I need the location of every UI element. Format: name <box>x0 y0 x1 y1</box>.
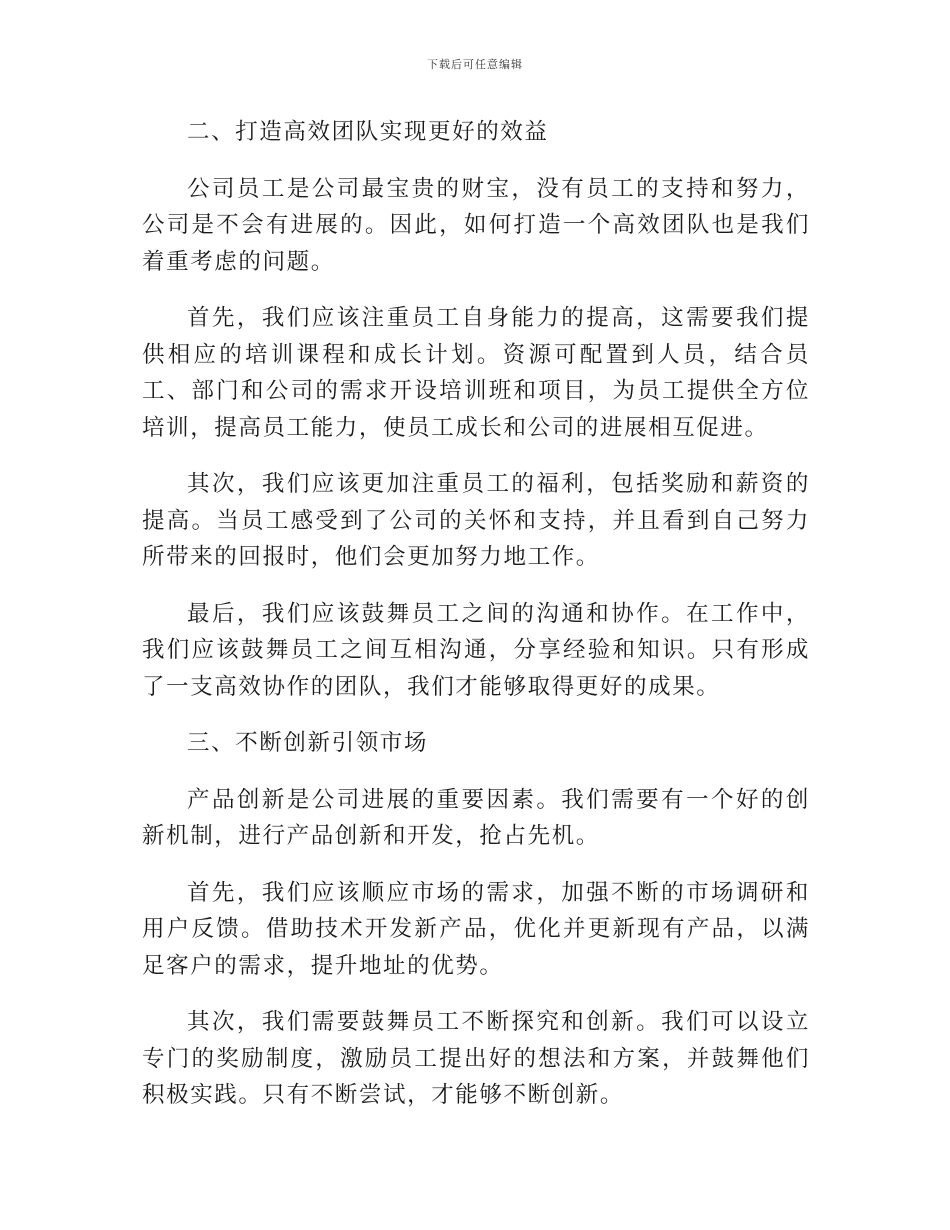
paragraph: 公司员工是公司最宝贵的财宝，没有员工的支持和努力，公司是不会有进展的。因此，如何打造一个高效团队也是我们着重考虑的问题。 <box>142 175 810 275</box>
paragraph: 产品创新是公司进展的重要因素。我们需要有一个好的创新机制，进行产品创新和开发，抢占先机。 <box>142 786 810 849</box>
paragraph: 其次，我们应该更加注重员工的福利，包括奖励和薪资的提高。当员工感受到了公司的关怀和支持，并且看到自己努力所带来的回报时，他们会更加努力地工作。 <box>142 471 810 570</box>
page-header: 下载后可任意编辑 <box>427 58 523 71</box>
section-heading-2: 二、打造高效团队实现更好的效益 <box>187 119 549 145</box>
paragraph: 首先，我们应该顺应市场的需求，加强不断的市场调研和用户反馈。借助技术开发新产品，优化并更新现有产品，以满足客户的需求，提升地址的优势。 <box>142 879 810 979</box>
paragraph: 其次，我们需要鼓舞员工不断探究和创新。我们可以设立专门的奖励制度，激励员工提出好的想法和方案，并鼓舞他们积极实践。只有不断尝试，才能够不断创新。 <box>142 1009 810 1108</box>
section-heading-3: 三、不断创新引领市场 <box>187 730 429 756</box>
paragraph: 首先，我们应该注重员工自身能力的提高，这需要我们提供相应的培训课程和成长计划。资源可配置到人员，结合员工、部门和公司的需求开设培训班和项目，为员工提供全方位培训，提高员工能力，使员工成长和公司的进展相互促进。 <box>142 305 810 441</box>
paragraph: 最后，我们应该鼓舞员工之间的沟通和协作。在工作中，我们应该鼓舞员工之间互相沟通，分享经验和知识。只有形成了一支高效协作的团队，我们才能够取得更好的成果。 <box>142 600 810 700</box>
document-body <box>142 114 810 1134</box>
